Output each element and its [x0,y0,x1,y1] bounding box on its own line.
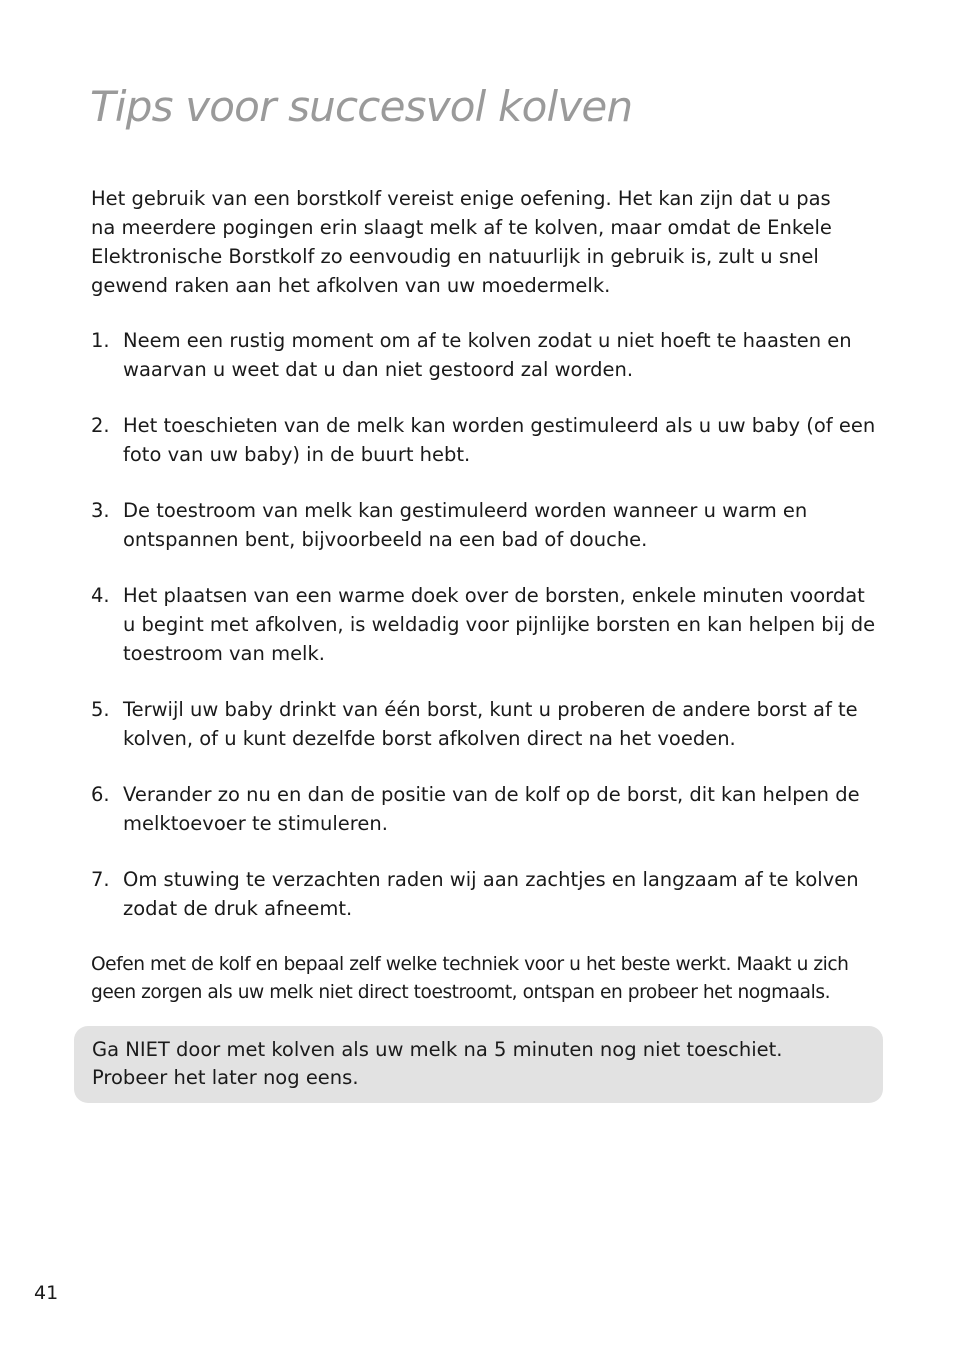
list-item-text: Het toeschieten van de melk kan worden gestimuleerd als u uw baby (of een foto van uw baby) in de buurt hebt. [123,414,876,466]
page-title: Tips voor succesvol kolven [90,82,633,131]
list-item-text: De toestroom van melk kan gestimuleerd worden wanneer u warm en ontspannen bent, bijvoorbeeld na een bad of douche. [123,499,808,551]
intro-paragraph: Het gebruik van een borstkolf vereist enige oefening. Het kan zijn dat u pas na meerdere pogingen erin slaagt melk af te kolven, maar omdat de Enkele Elektronische Borstkolf zo eenvoudig en natuurlijk in gebruik is, zult u snel gewend raken aan het afkolven van uw moedermelk. [91,187,832,297]
list-item-text: Het plaatsen van een warme doek over de borsten, enkele minuten voordat u begint met afkolven, is weldadig voor pijnlijke borsten en kan helpen bij de toestroom van melk. [123,584,876,665]
list-item-number: 3. [91,499,110,522]
list-item-number: 4. [91,584,110,607]
list-item-text: Om stuwing te verzachten raden wij aan zachtjes en langzaam af te kolven zodat de druk afneemt. [123,868,859,920]
list-item-number: 2. [91,414,110,437]
list-item [91,581,881,668]
list-item-text: Terwijl uw baby drinkt van één borst, kunt u proberen de andere borst af te kolven, of u kunt dezelfde borst afkolven direct na het voeden. [123,698,858,750]
list-item-number: 6. [91,783,110,806]
warning-text: Ga NIET door met kolven als uw melk na 5 minuten nog niet toeschiet. Probeer het later nog eens. [92,1038,783,1089]
list-item [91,496,881,554]
list-item-number: 1. [91,329,110,352]
page-number: 41 [34,1282,59,1304]
tips-list [91,326,881,950]
list-item-number: 5. [91,698,110,721]
list-item-number: 7. [91,868,110,891]
list-item [91,780,881,838]
list-item [91,695,881,753]
list-item [91,326,881,384]
outro-paragraph: Oefen met de kolf en bepaal zelf welke techniek voor u het beste werkt. Maakt u zich geen zorgen als uw melk niet direct toestroomt, ontspan en probeer het nogmaals. [91,954,849,1003]
list-item [91,411,881,469]
list-item-text: Verander zo nu en dan de positie van de kolf op de borst, dit kan helpen de melktoevoer te stimuleren. [123,783,860,835]
warning-box [74,1026,883,1103]
list-item-text: Neem een rustig moment om af te kolven zodat u niet hoeft te haasten en waarvan u weet dat u dan niet gestoord zal worden. [123,329,852,381]
list-item [91,865,881,923]
